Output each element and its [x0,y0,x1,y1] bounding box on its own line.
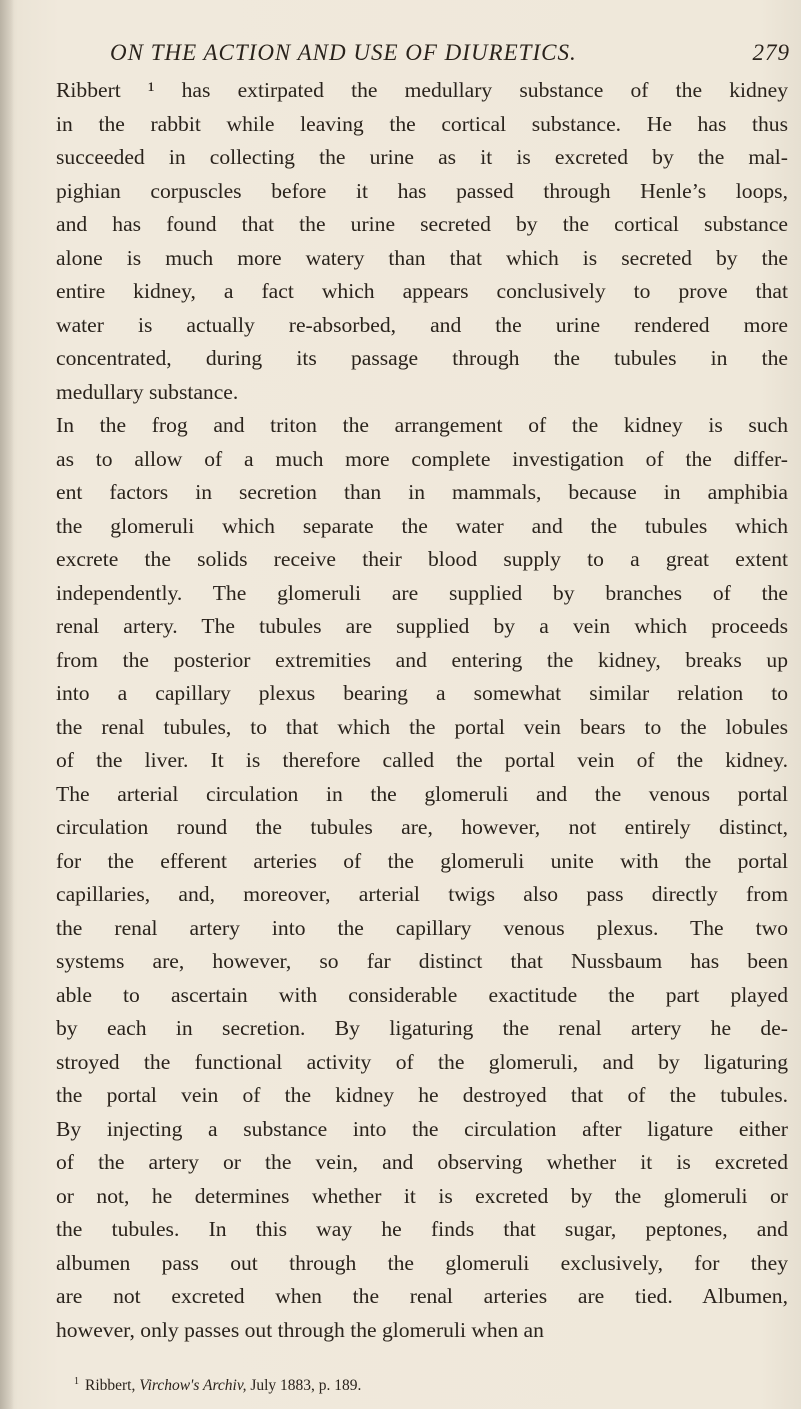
text-line: and has found that the urine secreted by the cortical substance [56,212,788,236]
text-line: entire kidney, a fact which appears conclusively to prove that [56,279,788,303]
text-line: however, only passes out through the glomeruli when an [56,1317,544,1342]
text-line: the renal artery into the capillary venous plexus. The two [56,915,788,940]
page-header [110,40,790,70]
text-line: from the posterior extremities and entering the kidney, breaks up [56,647,788,672]
page-gutter-shadow [0,0,14,1409]
text-line: of the artery or the vein, and observing whether it is excreted [56,1150,788,1174]
footnote [74,1372,774,1396]
text-line: ent factors in secretion than in mammals, because in amphibia [56,480,788,504]
text-line: the portal vein of the kidney he destroyed that of the tubules. [56,1083,788,1107]
text-line: capillaries, and, moreover, arterial twigs also pass directly from [56,882,788,906]
text-line: The arterial circulation in the glomeruli and the venous portal [56,781,788,806]
text-line: into a capillary plexus bearing a somewhat similar relation to [56,681,788,705]
text-line: are not excreted when the renal arteries are tied. Albumen, [56,1284,788,1308]
text-line: by each in secretion. By ligaturing the renal artery he de- [56,1016,788,1040]
text-line: circulation round the tubules are, however, not entirely distinct, [56,815,788,839]
text-line: renal artery. The tubules are supplied by a vein which proceeds [56,614,788,638]
footnote-author: Ribbert, [85,1377,136,1395]
text-line: the renal tubules, to that which the portal vein bears to the lobules [56,714,788,739]
text-line: systems are, however, so far distinct that Nussbaum has been [56,949,788,973]
text-line: albumen pass out through the glomeruli exclusively, for they [56,1250,788,1275]
footnote-journal: Virchow's Archiv, [139,1377,247,1395]
text-line: concentrated, during its passage through the tubules in the [56,346,788,370]
text-line: succeeded in collecting the urine as it is excreted by the mal- [56,145,788,169]
text-line: independently. The glomeruli are supplied by branches of the [56,580,788,605]
text-line: Ribbert ¹ has extirpated the medullary substance of the kidney [56,78,788,102]
text-line: pighian corpuscles before it has passed through Henle’s loops, [56,178,788,203]
text-line: or not, he determines whether it is excreted by the glomeruli or [56,1183,788,1208]
text-line: as to allow of a much more complete investigation of the differ- [56,446,788,471]
text-line: water is actually re-absorbed, and the urine rendered more [56,312,788,337]
text-line: able to ascertain with considerable exactitude the part played [56,982,788,1007]
text-line: the glomeruli which separate the water and the tubules which [56,513,788,538]
running-head: ON THE ACTION AND USE OF DIURETICS. [110,40,577,65]
text-line: for the efferent arteries of the glomeruli unite with the portal [56,848,788,873]
footnote-citation: July 1883, p. 189. [250,1377,362,1395]
text-line: medullary substance. [56,379,239,404]
text-line: the tubules. In this way he finds that sugar, peptones, and [56,1217,788,1241]
text-line: By injecting a substance into the circulation after ligature either [56,1116,788,1141]
text-line: of the liver. It is therefore called the portal vein of the kidney. [56,748,788,772]
text-line: alone is much more watery than that which is secreted by the [56,245,788,270]
footnote-marker: 1 [74,1376,79,1387]
text-line: excrete the solids receive their blood supply to a great extent [56,547,788,571]
text-line: In the frog and triton the arrangement of the kidney is such [56,413,788,437]
body-text [56,74,788,1347]
text-line: stroyed the functional activity of the glomeruli, and by ligaturing [56,1049,788,1074]
page-number: 279 [752,40,790,65]
text-line: in the rabbit while leaving the cortical substance. He has thus [56,111,788,136]
